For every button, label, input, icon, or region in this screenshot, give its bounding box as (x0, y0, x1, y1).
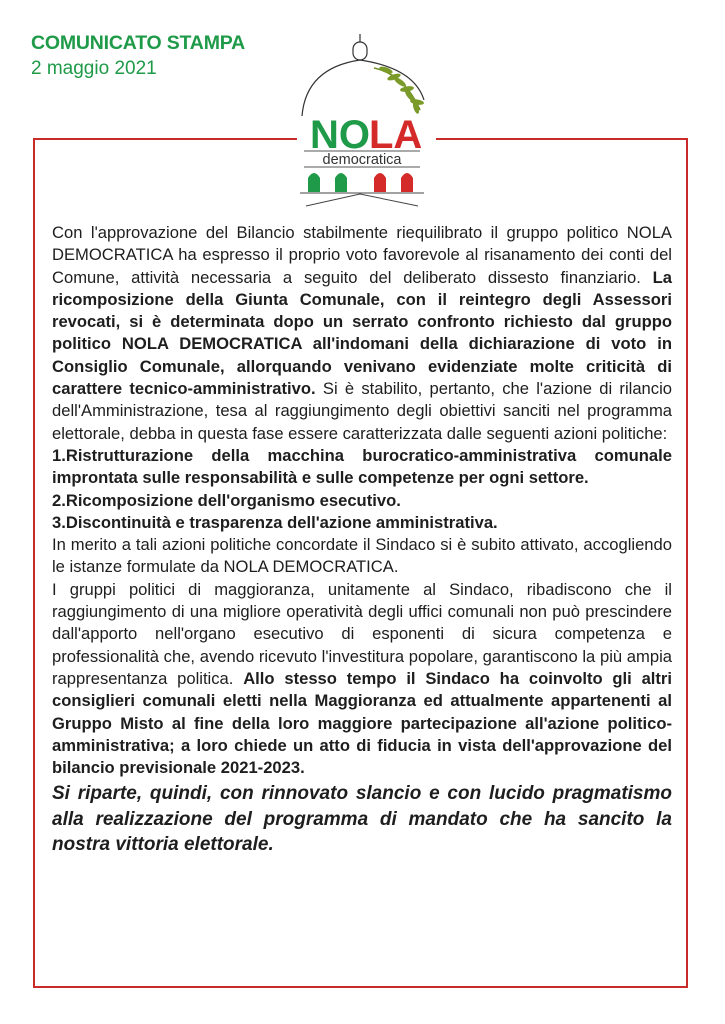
frame-top-border-left (33, 138, 297, 140)
paragraph-mayor: In merito a tali azioni politiche concordate il Sindaco si è subito attivato, accogliendo le istanze formulate da NOLA DEMOCRATICA. (52, 535, 672, 577)
logo-text-no: NO (310, 113, 370, 157)
majority-bold-text: Allo stesso tempo il Sindaco ha coinvolto gli altri consiglieri comunali eletti nella Maggioranza ed attualmente appartenenti al Gruppo Misto al fine della loro maggiore partecipazione all'azione politico-amministrativa; a loro chiede un atto di fiducia in vista dell'approvazione del bilancio previsionale 2021-2023. (52, 668, 673, 778)
document-type-heading: COMUNICATO STAMPA (31, 32, 245, 54)
olive-branch-icon (374, 65, 424, 114)
paragraph-majority (52, 579, 672, 780)
logo-subtitle: democratica (322, 152, 402, 168)
majority-text: I gruppi politici di maggioranza, unitamente al Sindaco, ribadiscono che il raggiungimento di una migliore operatività degli uffici comunali non può prescindere dall'apporto nell'organo esecutivo di esponenti di sicura competenza e professionalità che, avendo ricevuto l'investitura popolare, garantiscono la più ampia rappresentanza politica. (52, 579, 672, 688)
action-item-2: 2.Ricomposizione dell'organismo esecutivo. (52, 490, 401, 510)
intro-conclusion-text: Si è stabilito, pertanto, che l'azione di rilancio dell'Amministrazione, tesa al raggiungimento degli obiettivi sanciti nel programma elettorale, debba in questa fase essere caratterizzata dalle seguenti azioni politiche: (52, 379, 672, 443)
intro-text: Con l'approvazione del Bilancio stabilmente riequilibrato il gruppo politico NOLA DEMOCRATICA ha espresso il proprio voto favorevole al risanamento dei conti del Comune, attività necessaria a seguito del deliberato dissesto finanziario. (52, 223, 672, 287)
logo-text-la: LA (369, 113, 423, 157)
paragraph-intro (52, 222, 672, 445)
nola-democratica-logo (296, 30, 436, 214)
intro-bold-text: La ricomposizione della Giunta Comunale, con il reintegro degli Assessori revocati, si è determinata dopo un serrato confronto richiesto dal gruppo politico NOLA DEMOCRATICA all'indomani della dichiarazione di voto in Consiglio Comunale, allorquando venivano evidenziate molte criticità di carattere tecnico-amministrativo. (52, 267, 672, 399)
arches-icon (308, 173, 413, 192)
action-item-1: 1.Ristrutturazione della macchina burocratico-amministrativa comunale improntata sulle responsabilità e sulle competenze per ogni settore. (52, 445, 672, 488)
press-release-body (52, 222, 672, 858)
frame-top-border-right (436, 138, 688, 140)
document-date: 2 maggio 2021 (31, 58, 157, 79)
closing-statement: Si riparte, quindi, con rinnovato slancio e con lucido pragmatismo alla realizzazione del programma di mandato che ha sancito la nostra vittoria elettorale. (52, 783, 672, 856)
action-item-3: 3.Discontinuità e trasparenza dell'azione amministrativa. (52, 512, 498, 532)
